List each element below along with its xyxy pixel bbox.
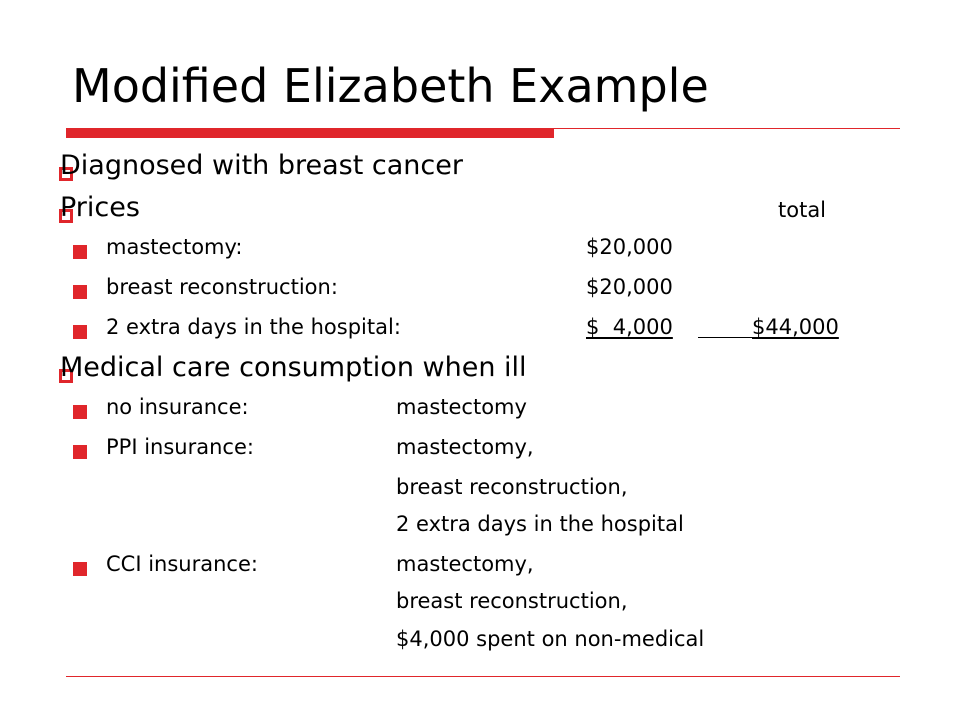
square-bullet-icon	[73, 562, 87, 576]
bullet-text: Prices	[60, 192, 140, 223]
insurance-label: CCI insurance:	[106, 552, 258, 576]
square-bullet-icon	[73, 405, 87, 419]
consumption-row	[0, 550, 900, 578]
consumption-line: mastectomy,	[396, 552, 534, 576]
title-underline-thin	[554, 128, 900, 129]
total-column-header: total	[778, 198, 827, 222]
square-bullet-icon	[73, 285, 87, 299]
insurance-label: no insurance:	[106, 395, 249, 419]
bullet-consumption	[40, 351, 900, 385]
insurance-label: PPI insurance:	[106, 435, 254, 459]
square-bullet-icon	[73, 325, 87, 339]
amount-underline-gap	[698, 337, 752, 338]
consumption-line: mastectomy	[396, 395, 527, 419]
consumption-line: breast reconstruction,	[396, 589, 628, 613]
bullet-prices	[40, 191, 900, 225]
price-item: 2 extra days in the hospital:	[106, 315, 401, 339]
bullet-diagnosis	[40, 149, 900, 183]
footer-rule	[66, 676, 900, 677]
consumption-line: mastectomy,	[396, 435, 534, 459]
price-amount: $ 4,000	[586, 315, 673, 339]
bullet-text: Medical care consumption when ill	[60, 352, 527, 383]
price-total: $44,000	[752, 315, 839, 339]
price-row	[0, 233, 900, 261]
consumption-line: 2 extra days in the hospital	[396, 512, 684, 536]
consumption-row	[0, 393, 900, 421]
square-bullet-icon	[73, 245, 87, 259]
price-item: mastectomy:	[106, 235, 243, 259]
square-bullet-icon	[73, 445, 87, 459]
price-row	[0, 273, 900, 301]
title-underline-thick	[66, 128, 554, 138]
consumption-row	[0, 433, 900, 461]
price-amount: $20,000	[586, 235, 673, 259]
price-item: breast reconstruction:	[106, 275, 338, 299]
price-amount: $20,000	[586, 275, 673, 299]
consumption-line: $4,000 spent on non-medical	[396, 627, 705, 651]
bullet-text: Diagnosed with breast cancer	[60, 150, 463, 181]
slide-title: Modified Elizabeth Example	[72, 59, 709, 113]
price-row	[0, 313, 900, 341]
consumption-line: breast reconstruction,	[396, 475, 628, 499]
